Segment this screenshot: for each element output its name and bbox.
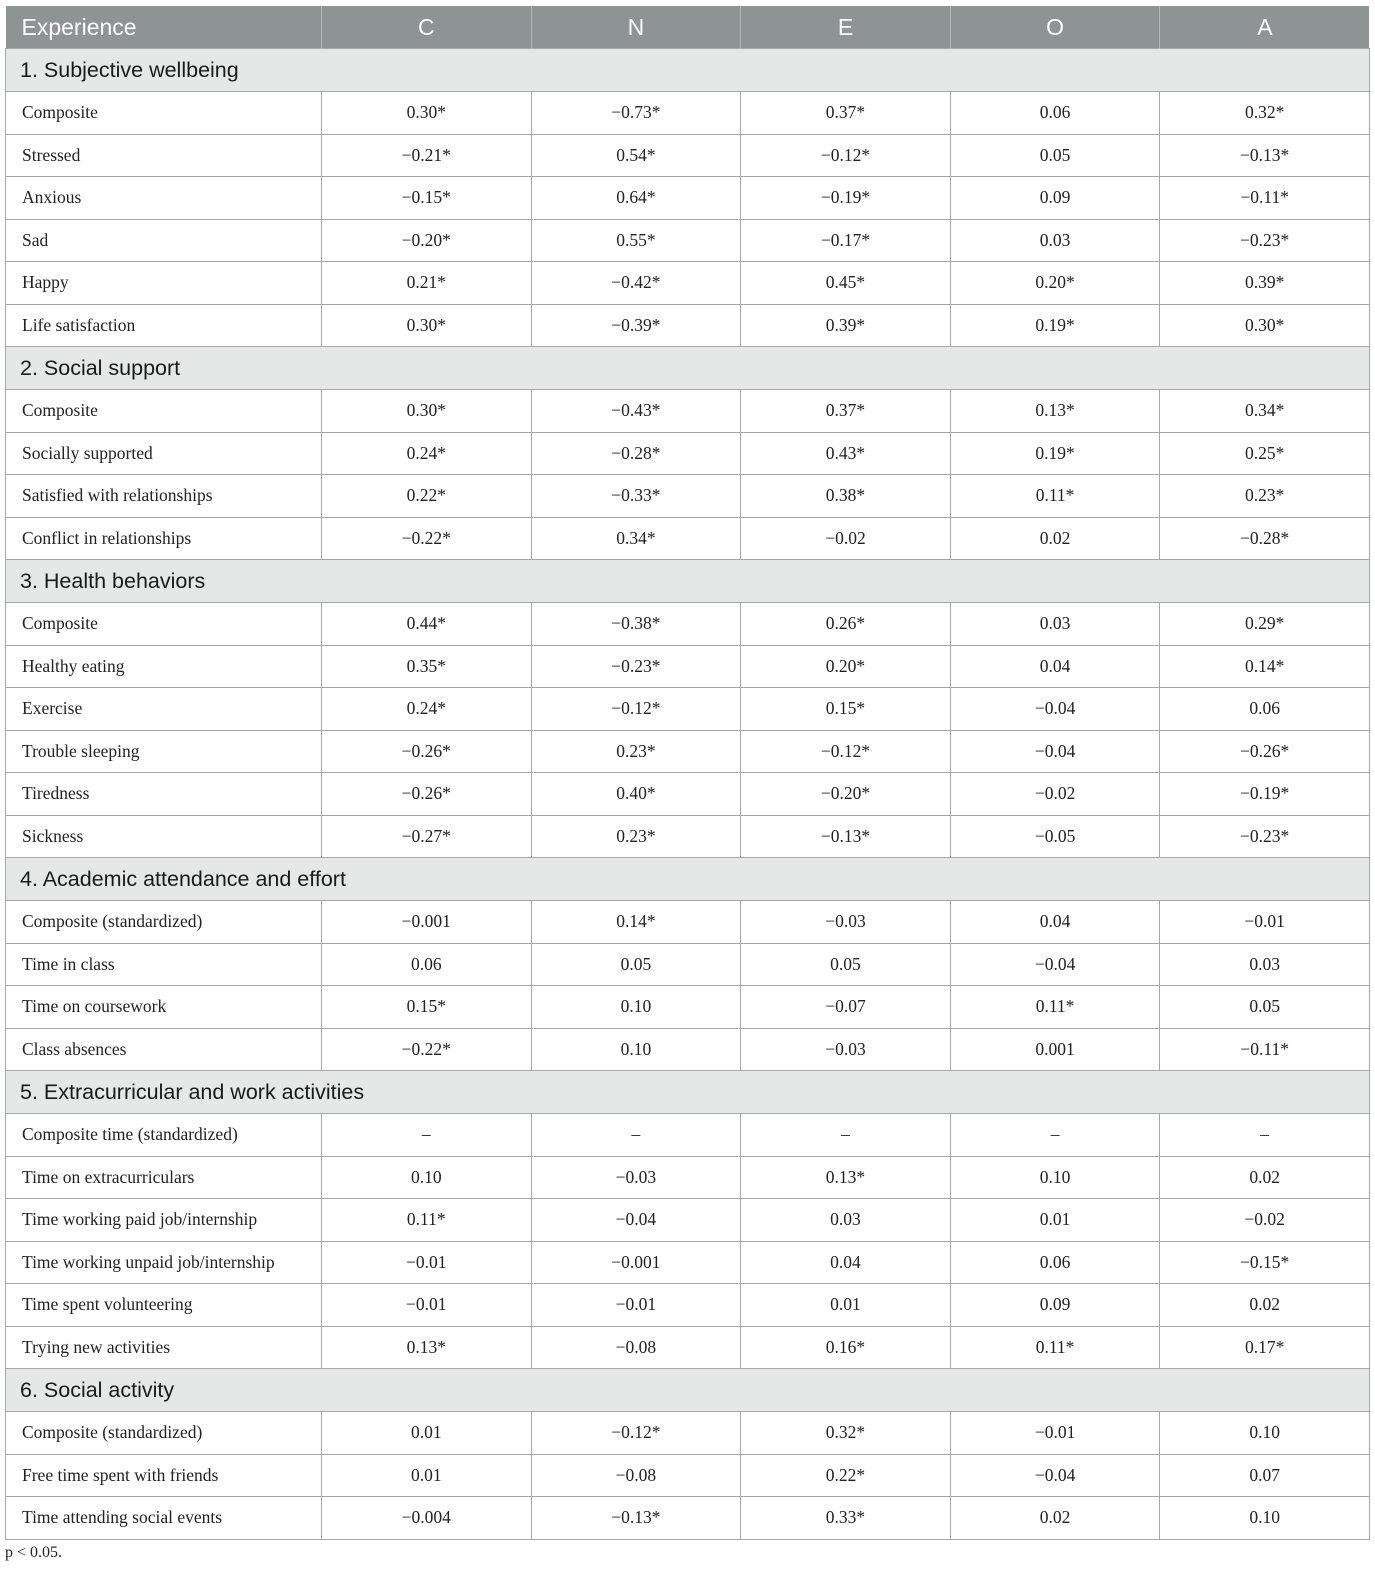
value-cell: −0.12* bbox=[741, 730, 951, 773]
table-row bbox=[6, 1284, 1370, 1327]
row-label: Conflict in relationships bbox=[6, 517, 322, 560]
value-cell: 0.35* bbox=[322, 645, 532, 688]
value-cell: 0.37* bbox=[741, 390, 951, 433]
value-cell: −0.08 bbox=[531, 1454, 741, 1497]
value-cell: −0.08 bbox=[531, 1326, 741, 1369]
value-cell: 0.30* bbox=[322, 92, 532, 135]
value-cell: 0.24* bbox=[322, 688, 532, 731]
value-cell: 0.03 bbox=[950, 219, 1160, 262]
value-cell: 0.11* bbox=[322, 1199, 532, 1242]
value-cell: −0.04 bbox=[950, 1454, 1160, 1497]
section-header-row bbox=[6, 858, 1370, 901]
value-cell: 0.21* bbox=[322, 262, 532, 305]
table-row bbox=[6, 219, 1370, 262]
value-cell: 0.01 bbox=[322, 1454, 532, 1497]
value-cell: −0.01 bbox=[322, 1284, 532, 1327]
table-row bbox=[6, 1326, 1370, 1369]
value-cell: −0.04 bbox=[950, 730, 1160, 773]
value-cell: 0.07 bbox=[1160, 1454, 1370, 1497]
value-cell: −0.12* bbox=[741, 134, 951, 177]
value-cell: −0.26* bbox=[1160, 730, 1370, 773]
table-row bbox=[6, 1114, 1370, 1157]
table-row bbox=[6, 773, 1370, 816]
value-cell: 0.09 bbox=[950, 1284, 1160, 1327]
value-cell: 0.06 bbox=[322, 943, 532, 986]
table-row bbox=[6, 1412, 1370, 1455]
value-cell: 0.13* bbox=[950, 390, 1160, 433]
table-row bbox=[6, 177, 1370, 220]
value-cell: 0.24* bbox=[322, 432, 532, 475]
section-header-row bbox=[6, 347, 1370, 390]
table-row bbox=[6, 390, 1370, 433]
value-cell: −0.22* bbox=[322, 517, 532, 560]
value-cell: −0.001 bbox=[531, 1241, 741, 1284]
value-cell: −0.13* bbox=[1160, 134, 1370, 177]
section-title: 5. Extracurricular and work activities bbox=[6, 1071, 1370, 1114]
value-cell: −0.42* bbox=[531, 262, 741, 305]
value-cell: 0.01 bbox=[322, 1412, 532, 1455]
header-row bbox=[6, 6, 1370, 49]
value-cell: 0.19* bbox=[950, 432, 1160, 475]
value-cell: 0.39* bbox=[1160, 262, 1370, 305]
value-cell: 0.06 bbox=[1160, 688, 1370, 731]
value-cell: −0.11* bbox=[1160, 1028, 1370, 1071]
table-row bbox=[6, 134, 1370, 177]
row-label: Time on coursework bbox=[6, 986, 322, 1029]
value-cell: −0.03 bbox=[531, 1156, 741, 1199]
footnote: p < 0.05. bbox=[5, 1544, 63, 1561]
value-cell: 0.33* bbox=[741, 1497, 951, 1540]
value-cell: 0.05 bbox=[950, 134, 1160, 177]
value-cell: −0.12* bbox=[531, 688, 741, 731]
value-cell: 0.54* bbox=[531, 134, 741, 177]
row-label: Time attending social events bbox=[6, 1497, 322, 1540]
table-row bbox=[6, 730, 1370, 773]
value-cell: 0.02 bbox=[1160, 1284, 1370, 1327]
value-cell: −0.02 bbox=[950, 773, 1160, 816]
value-cell: −0.23* bbox=[1160, 219, 1370, 262]
value-cell: 0.25* bbox=[1160, 432, 1370, 475]
value-cell: −0.23* bbox=[1160, 815, 1370, 858]
value-cell: 0.04 bbox=[950, 645, 1160, 688]
value-cell: −0.02 bbox=[1160, 1199, 1370, 1242]
table-body bbox=[6, 49, 1370, 1540]
row-label: Trouble sleeping bbox=[6, 730, 322, 773]
value-cell: 0.39* bbox=[741, 304, 951, 347]
value-cell: 0.11* bbox=[950, 986, 1160, 1029]
header-e: E bbox=[741, 6, 951, 49]
value-cell: −0.26* bbox=[322, 730, 532, 773]
value-cell: −0.12* bbox=[531, 1412, 741, 1455]
section-title: 2. Social support bbox=[6, 347, 1370, 390]
value-cell: −0.01 bbox=[950, 1412, 1160, 1455]
value-cell: 0.15* bbox=[322, 986, 532, 1029]
value-cell: 0.16* bbox=[741, 1326, 951, 1369]
value-cell: −0.04 bbox=[531, 1199, 741, 1242]
correlation-table-container bbox=[5, 6, 1369, 1540]
value-cell: 0.001 bbox=[950, 1028, 1160, 1071]
row-label: Time on extracurriculars bbox=[6, 1156, 322, 1199]
value-cell: −0.13* bbox=[531, 1497, 741, 1540]
row-label: Free time spent with friends bbox=[6, 1454, 322, 1497]
table-row bbox=[6, 645, 1370, 688]
value-cell: 0.22* bbox=[741, 1454, 951, 1497]
header-c: C bbox=[322, 6, 532, 49]
value-cell: 0.38* bbox=[741, 475, 951, 518]
section-title: 4. Academic attendance and effort bbox=[6, 858, 1370, 901]
table-row bbox=[6, 92, 1370, 135]
value-cell: −0.22* bbox=[322, 1028, 532, 1071]
table-row bbox=[6, 1028, 1370, 1071]
value-cell: 0.30* bbox=[1160, 304, 1370, 347]
value-cell: 0.02 bbox=[1160, 1156, 1370, 1199]
table-row bbox=[6, 432, 1370, 475]
table-row bbox=[6, 815, 1370, 858]
table-row bbox=[6, 475, 1370, 518]
header-n: N bbox=[531, 6, 741, 49]
value-cell: 0.44* bbox=[322, 603, 532, 646]
value-cell: −0.28* bbox=[1160, 517, 1370, 560]
value-cell: – bbox=[531, 1114, 741, 1157]
row-label: Class absences bbox=[6, 1028, 322, 1071]
value-cell: −0.15* bbox=[322, 177, 532, 220]
value-cell: −0.01 bbox=[531, 1284, 741, 1327]
value-cell: 0.04 bbox=[741, 1241, 951, 1284]
value-cell: −0.23* bbox=[531, 645, 741, 688]
value-cell: 0.10 bbox=[322, 1156, 532, 1199]
value-cell: 0.23* bbox=[1160, 475, 1370, 518]
value-cell: 0.26* bbox=[741, 603, 951, 646]
value-cell: 0.19* bbox=[950, 304, 1160, 347]
row-label: Trying new activities bbox=[6, 1326, 322, 1369]
value-cell: 0.02 bbox=[950, 1497, 1160, 1540]
value-cell: −0.03 bbox=[741, 1028, 951, 1071]
header-experience: Experience bbox=[6, 6, 322, 49]
value-cell: 0.43* bbox=[741, 432, 951, 475]
section-header-row bbox=[6, 560, 1370, 603]
row-label: Sad bbox=[6, 219, 322, 262]
value-cell: −0.15* bbox=[1160, 1241, 1370, 1284]
value-cell: 0.22* bbox=[322, 475, 532, 518]
value-cell: 0.13* bbox=[322, 1326, 532, 1369]
value-cell: 0.32* bbox=[741, 1412, 951, 1455]
value-cell: 0.10 bbox=[531, 1028, 741, 1071]
table-row bbox=[6, 1497, 1370, 1540]
header-o: O bbox=[950, 6, 1160, 49]
value-cell: −0.21* bbox=[322, 134, 532, 177]
table-row bbox=[6, 517, 1370, 560]
value-cell: −0.04 bbox=[950, 943, 1160, 986]
row-label: Time spent volunteering bbox=[6, 1284, 322, 1327]
row-label: Sickness bbox=[6, 815, 322, 858]
value-cell: 0.10 bbox=[1160, 1412, 1370, 1455]
value-cell: 0.20* bbox=[741, 645, 951, 688]
row-label: Satisfied with relationships bbox=[6, 475, 322, 518]
table-row bbox=[6, 943, 1370, 986]
value-cell: −0.27* bbox=[322, 815, 532, 858]
section-header-row bbox=[6, 1369, 1370, 1412]
value-cell: 0.09 bbox=[950, 177, 1160, 220]
value-cell: 0.03 bbox=[741, 1199, 951, 1242]
value-cell: −0.19* bbox=[1160, 773, 1370, 816]
value-cell: 0.23* bbox=[531, 730, 741, 773]
value-cell: −0.19* bbox=[741, 177, 951, 220]
value-cell: 0.02 bbox=[950, 517, 1160, 560]
table-row bbox=[6, 304, 1370, 347]
value-cell: −0.28* bbox=[531, 432, 741, 475]
value-cell: 0.11* bbox=[950, 475, 1160, 518]
value-cell: – bbox=[741, 1114, 951, 1157]
value-cell: 0.11* bbox=[950, 1326, 1160, 1369]
row-label: Happy bbox=[6, 262, 322, 305]
value-cell: −0.004 bbox=[322, 1497, 532, 1540]
value-cell: −0.04 bbox=[950, 688, 1160, 731]
value-cell: −0.01 bbox=[322, 1241, 532, 1284]
value-cell: 0.15* bbox=[741, 688, 951, 731]
value-cell: −0.13* bbox=[741, 815, 951, 858]
value-cell: 0.04 bbox=[950, 901, 1160, 944]
row-label: Stressed bbox=[6, 134, 322, 177]
value-cell: – bbox=[322, 1114, 532, 1157]
value-cell: −0.26* bbox=[322, 773, 532, 816]
row-label: Composite (standardized) bbox=[6, 901, 322, 944]
section-header-row bbox=[6, 1071, 1370, 1114]
value-cell: 0.10 bbox=[531, 986, 741, 1029]
value-cell: 0.23* bbox=[531, 815, 741, 858]
value-cell: −0.73* bbox=[531, 92, 741, 135]
value-cell: 0.30* bbox=[322, 304, 532, 347]
table-row bbox=[6, 603, 1370, 646]
value-cell: 0.14* bbox=[1160, 645, 1370, 688]
table-row bbox=[6, 688, 1370, 731]
row-label: Life satisfaction bbox=[6, 304, 322, 347]
value-cell: 0.06 bbox=[950, 1241, 1160, 1284]
value-cell: −0.20* bbox=[741, 773, 951, 816]
value-cell: −0.11* bbox=[1160, 177, 1370, 220]
row-label: Socially supported bbox=[6, 432, 322, 475]
value-cell: −0.33* bbox=[531, 475, 741, 518]
row-label: Time working paid job/internship bbox=[6, 1199, 322, 1242]
value-cell: −0.001 bbox=[322, 901, 532, 944]
value-cell: −0.20* bbox=[322, 219, 532, 262]
value-cell: 0.14* bbox=[531, 901, 741, 944]
table-row bbox=[6, 1156, 1370, 1199]
section-title: 6. Social activity bbox=[6, 1369, 1370, 1412]
value-cell: −0.39* bbox=[531, 304, 741, 347]
value-cell: 0.05 bbox=[741, 943, 951, 986]
row-label: Tiredness bbox=[6, 773, 322, 816]
row-label: Composite bbox=[6, 92, 322, 135]
row-label: Composite bbox=[6, 390, 322, 433]
table-row bbox=[6, 1199, 1370, 1242]
value-cell: 0.32* bbox=[1160, 92, 1370, 135]
value-cell: 0.01 bbox=[741, 1284, 951, 1327]
row-label: Healthy eating bbox=[6, 645, 322, 688]
header-a: A bbox=[1160, 6, 1370, 49]
value-cell: 0.55* bbox=[531, 219, 741, 262]
value-cell: 0.40* bbox=[531, 773, 741, 816]
table-row bbox=[6, 986, 1370, 1029]
value-cell: 0.05 bbox=[1160, 986, 1370, 1029]
value-cell: −0.02 bbox=[741, 517, 951, 560]
value-cell: −0.05 bbox=[950, 815, 1160, 858]
row-label: Exercise bbox=[6, 688, 322, 731]
table-row bbox=[6, 1454, 1370, 1497]
value-cell: −0.43* bbox=[531, 390, 741, 433]
correlation-table bbox=[5, 6, 1370, 1540]
value-cell: 0.37* bbox=[741, 92, 951, 135]
row-label: Anxious bbox=[6, 177, 322, 220]
value-cell: 0.10 bbox=[950, 1156, 1160, 1199]
value-cell: 0.10 bbox=[1160, 1497, 1370, 1540]
value-cell: 0.34* bbox=[531, 517, 741, 560]
value-cell: −0.03 bbox=[741, 901, 951, 944]
section-header-row bbox=[6, 49, 1370, 92]
row-label: Composite time (standardized) bbox=[6, 1114, 322, 1157]
row-label: Composite (standardized) bbox=[6, 1412, 322, 1455]
value-cell: 0.64* bbox=[531, 177, 741, 220]
value-cell: 0.03 bbox=[950, 603, 1160, 646]
value-cell: 0.45* bbox=[741, 262, 951, 305]
value-cell: – bbox=[1160, 1114, 1370, 1157]
value-cell: 0.05 bbox=[531, 943, 741, 986]
value-cell: – bbox=[950, 1114, 1160, 1157]
table-row bbox=[6, 262, 1370, 305]
value-cell: 0.13* bbox=[741, 1156, 951, 1199]
row-label: Time in class bbox=[6, 943, 322, 986]
value-cell: 0.03 bbox=[1160, 943, 1370, 986]
value-cell: −0.01 bbox=[1160, 901, 1370, 944]
value-cell: 0.06 bbox=[950, 92, 1160, 135]
value-cell: −0.07 bbox=[741, 986, 951, 1029]
value-cell: −0.38* bbox=[531, 603, 741, 646]
value-cell: 0.20* bbox=[950, 262, 1160, 305]
value-cell: 0.29* bbox=[1160, 603, 1370, 646]
value-cell: 0.17* bbox=[1160, 1326, 1370, 1369]
section-title: 1. Subjective wellbeing bbox=[6, 49, 1370, 92]
table-row bbox=[6, 901, 1370, 944]
section-title: 3. Health behaviors bbox=[6, 560, 1370, 603]
value-cell: 0.01 bbox=[950, 1199, 1160, 1242]
value-cell: 0.30* bbox=[322, 390, 532, 433]
row-label: Time working unpaid job/internship bbox=[6, 1241, 322, 1284]
value-cell: −0.17* bbox=[741, 219, 951, 262]
value-cell: 0.34* bbox=[1160, 390, 1370, 433]
row-label: Composite bbox=[6, 603, 322, 646]
table-row bbox=[6, 1241, 1370, 1284]
